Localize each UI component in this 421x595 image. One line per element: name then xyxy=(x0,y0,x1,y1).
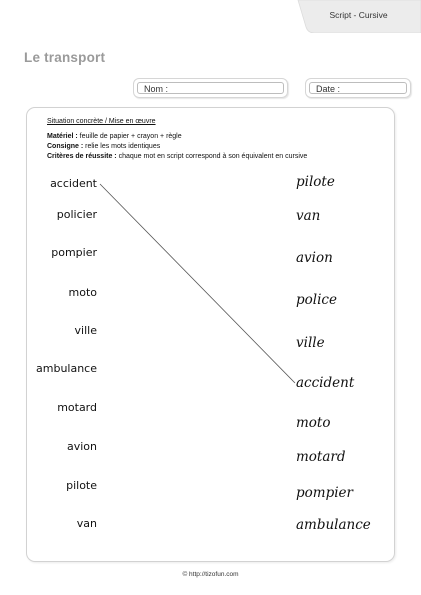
script-word-van[interactable]: van xyxy=(76,517,97,530)
name-label: Nom : xyxy=(144,84,169,94)
footer xyxy=(0,571,421,578)
consigne-text: relie les mots identiques xyxy=(83,143,161,150)
criteres-label: Critères de réussite : xyxy=(47,153,117,160)
materiel-text: feuille de papier + crayon + règle xyxy=(77,133,182,140)
cursive-word-pompier[interactable]: pompier xyxy=(296,485,353,501)
tab-label: Script - Cursive xyxy=(329,10,388,20)
copyright-icon: © xyxy=(182,571,188,578)
cursive-word-accident[interactable]: accident xyxy=(296,375,355,391)
script-word-motard[interactable]: motard xyxy=(57,401,97,414)
script-word-avion[interactable]: avion xyxy=(66,440,97,453)
cursive-word-moto[interactable]: moto xyxy=(296,415,331,431)
footer-url[interactable]: http://tizofun.com xyxy=(189,571,239,578)
cursive-word-ambulance[interactable]: ambulance xyxy=(296,517,371,533)
cursive-word-police[interactable]: police xyxy=(296,292,337,308)
date-label: Date : xyxy=(316,84,341,94)
script-word-moto[interactable]: moto xyxy=(68,286,97,299)
script-word-ambulance[interactable]: ambulance xyxy=(36,362,97,375)
cursive-word-avion[interactable]: avion xyxy=(296,250,333,266)
example-connection-line xyxy=(100,184,295,383)
script-word-ville[interactable]: ville xyxy=(74,324,97,337)
script-word-pilote[interactable]: pilote xyxy=(66,479,97,492)
cursive-word-ville[interactable]: ville xyxy=(296,335,325,351)
script-word-policier[interactable]: policier xyxy=(56,208,97,221)
cursive-word-van[interactable]: van xyxy=(296,208,321,224)
page-title: Le transport xyxy=(24,50,106,65)
script-word-accident[interactable]: accident xyxy=(50,177,97,190)
criteres-text: chaque mot en script correspond à son équivalent en cursive xyxy=(116,153,308,160)
cursive-word-pilote[interactable]: pilote xyxy=(296,174,335,190)
cursive-word-motard[interactable]: motard xyxy=(296,449,346,465)
materiel-label: Matériel : xyxy=(47,133,78,140)
consigne-label: Consigne : xyxy=(47,143,84,150)
situation-heading: Situation concrète / Mise en œuvre xyxy=(47,118,156,125)
script-word-pompier[interactable]: pompier xyxy=(51,246,97,259)
